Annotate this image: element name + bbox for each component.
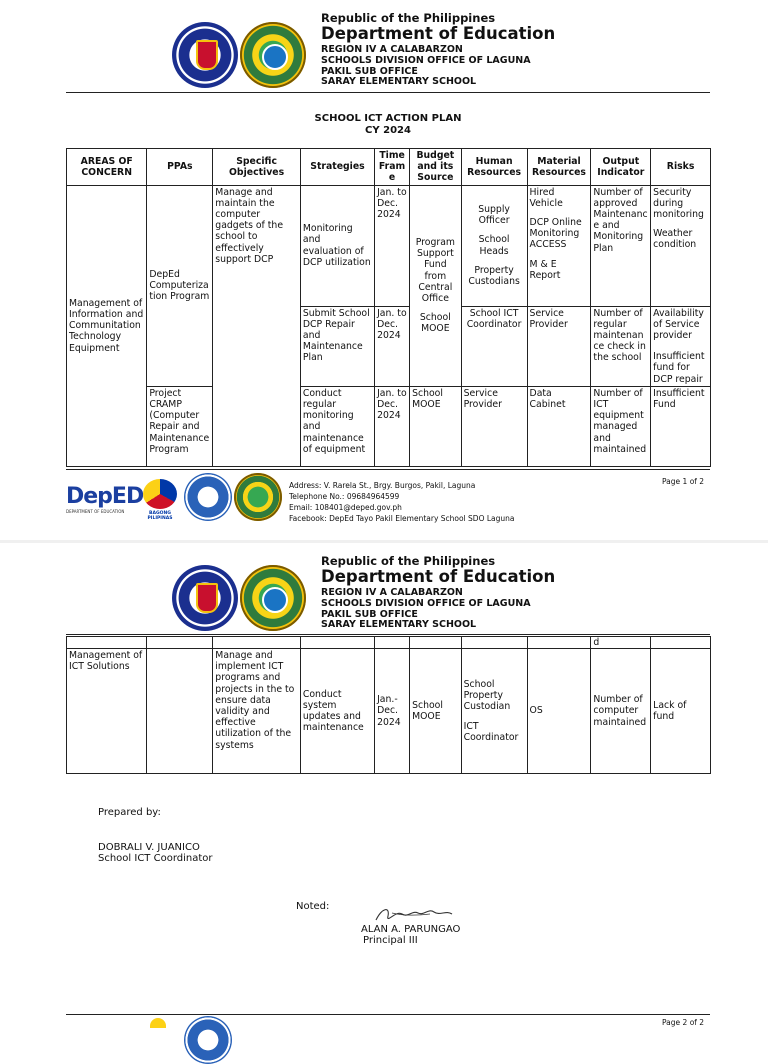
footer-rule [66, 469, 710, 470]
plan-year: CY 2024 [365, 125, 411, 136]
action-plan-table [66, 148, 711, 467]
human-line: Supply Officer [478, 204, 510, 227]
prepared-label: Prepared by: [98, 807, 161, 818]
school-seal-small [234, 473, 282, 521]
noted-name: ALAN A. PARUNGAO [361, 924, 461, 935]
ppa-cell: DepEd Computerization Program [147, 185, 213, 386]
plan-title: SCHOOL ICT ACTION PLAN [314, 113, 462, 124]
header-school: SARAY ELEMENTARY SCHOOL [321, 76, 477, 87]
header-department: Department of Education [321, 24, 556, 43]
col-header: Material Resources [527, 149, 591, 186]
school-seal [240, 565, 306, 631]
human-line: School Property Custodian [463, 678, 511, 713]
risk-line: Availability of Service provider [653, 307, 704, 342]
area-of-concern: Management of Information and Communitation Technology Equipment [67, 185, 147, 466]
material-resources-cell: OS [527, 649, 591, 774]
col-header: Budget and its Source [410, 149, 462, 186]
footer-email: Email: 108401@deped.gov.ph [289, 503, 402, 512]
table-row [67, 386, 711, 466]
budget-cell: School MOOE [410, 386, 462, 466]
header-school: SARAY ELEMENTARY SCHOOL [321, 619, 477, 630]
budget-cell: School MOOE [410, 649, 462, 774]
human-resources-cell [461, 185, 527, 306]
carry-over-text: d [591, 637, 651, 649]
risk-line: Security during monitoring [653, 186, 704, 221]
header-division: SCHOOLS DIVISION OFFICE OF LAGUNA [321, 55, 531, 66]
header-republic: Republic of the Philippines [321, 11, 496, 25]
header-rule [66, 92, 710, 93]
objective-cell: Manage and implement ICT programs and projects in the to ensure data validity and effective utilization of the systems [213, 649, 301, 774]
col-header: PPAs [147, 149, 213, 186]
risk-line: Insufficient fund for DCP repair [653, 351, 705, 385]
table-row [67, 185, 711, 306]
objective-cell: Manage and maintain the computer gadgets of the school to effectively support DCP [213, 185, 301, 466]
material-resources-cell [527, 185, 591, 306]
human-line: Property Custodians [468, 264, 520, 288]
deped-seal [172, 22, 238, 88]
deped-logo [66, 484, 143, 514]
time-frame-cell: Jan. to Dec. 2024 [375, 386, 410, 466]
deped-seal [172, 565, 238, 631]
risks-cell: Insufficient Fund [651, 386, 711, 466]
header-office: PAKIL SUB OFFICE [321, 66, 418, 77]
budget-line: Program Support Fund from Central Office [415, 236, 455, 304]
output-indicator-cell: Number of approved Maintenance and Monitoring Plan [591, 185, 651, 306]
header-rule [66, 634, 710, 635]
material-line: M & E Report [529, 258, 561, 281]
material-line: Hired Vehicle [529, 186, 563, 209]
carry-over-row [67, 637, 711, 649]
strategy-cell: Monitoring and evaluation of DCP utilization [300, 185, 374, 306]
header-region: REGION IV A CALABARZON [321, 44, 463, 55]
header-division: SCHOOLS DIVISION OFFICE OF LAGUNA [321, 598, 531, 609]
time-frame-cell: Jan. to Dec. 2024 [375, 185, 410, 306]
time-frame-cell: Jan.- Dec. 2024 [375, 649, 410, 774]
strategy-cell: Conduct regular monitoring and maintenance of equipment [300, 386, 374, 466]
page-number: Page 2 of 2 [662, 1018, 705, 1027]
division-seal [184, 1016, 232, 1064]
risks-cell [651, 306, 711, 386]
action-plan-table-continued [66, 636, 711, 774]
handwritten-signature [372, 904, 456, 926]
time-frame-cell: Jan. to Dec. 2024 [375, 306, 410, 386]
page-number: Page 1 of 2 [662, 477, 705, 486]
bagong-pilipinas-logo [136, 479, 184, 521]
bagong-pilipinas-text: BAGONG PILIPINAS [147, 511, 173, 521]
footer-rule [66, 1014, 710, 1015]
ppa-cell: Project CRAMP (Computer Repair and Maintenance Program [147, 386, 213, 466]
human-line: School Heads [478, 234, 510, 257]
human-resources-cell [461, 649, 527, 774]
deped-wordmark: DepED [66, 484, 144, 509]
header-republic: Republic of the Philippines [321, 554, 496, 568]
ppa-cell [147, 649, 213, 774]
output-indicator-cell: Number of ICT equipment managed and maintained [591, 386, 651, 466]
risks-cell: Lack of fund [651, 649, 711, 774]
prepared-title: School ICT Coordinator [98, 853, 213, 864]
material-resources-cell: Data Cabinet [527, 386, 591, 466]
table-row [67, 649, 711, 774]
area-of-concern: Management of ICT Solutions [67, 649, 147, 774]
footer-address: Address: V. Rarela St., Brgy. Burgos, Pakil, Laguna [289, 481, 476, 490]
col-header: Risks [651, 149, 711, 186]
footer-telephone: Telephone No.: 09684964599 [289, 492, 400, 501]
footer-facebook: Facebook: DepEd Tayo Pakil Elementary School SDO Laguna [289, 514, 515, 523]
output-indicator-cell: Number of computer maintained [591, 649, 651, 774]
deped-tagline: DEPARTMENT OF EDUCATION [66, 509, 125, 514]
col-header: Output Indicator [591, 149, 651, 186]
human-resources-cell: Service Provider [461, 386, 527, 466]
noted-title: Principal III [363, 935, 418, 946]
header-department: Department of Education [321, 567, 556, 586]
col-header: Human Resources [461, 149, 527, 186]
col-header: Strategies [300, 149, 374, 186]
risk-line: Weather condition [653, 228, 697, 251]
header-office: PAKIL SUB OFFICE [321, 609, 418, 620]
strategy-cell: Submit School DCP Repair and Maintenance Plan [300, 306, 374, 386]
output-indicator-cell: Number of regular maintenance check in the school [591, 306, 651, 386]
page-separator [0, 540, 768, 543]
budget-line: School MOOE [419, 312, 451, 335]
material-line: DCP Online Monitoring ACCESS [529, 217, 582, 251]
budget-cell [410, 185, 462, 386]
bagong-pilipinas-sun [150, 1018, 166, 1028]
header-region: REGION IV A CALABARZON [321, 587, 463, 598]
prepared-name: DOBRALI V. JUANICO [98, 842, 200, 853]
material-resources-cell: Service Provider [527, 306, 591, 386]
school-seal [240, 22, 306, 88]
col-header: AREAS OF CONCERN [67, 149, 147, 186]
human-resources-cell: School ICT Coordinator [461, 306, 527, 386]
strategy-cell: Conduct system updates and maintenance [300, 649, 374, 774]
col-header: Specific Objectives [213, 149, 301, 186]
noted-label: Noted: [296, 901, 330, 912]
risks-cell [651, 185, 711, 306]
human-line: ICT Coordinator [463, 720, 519, 743]
col-header: Time Frame [375, 149, 410, 186]
division-seal [184, 473, 232, 521]
table-header-row [67, 149, 711, 186]
